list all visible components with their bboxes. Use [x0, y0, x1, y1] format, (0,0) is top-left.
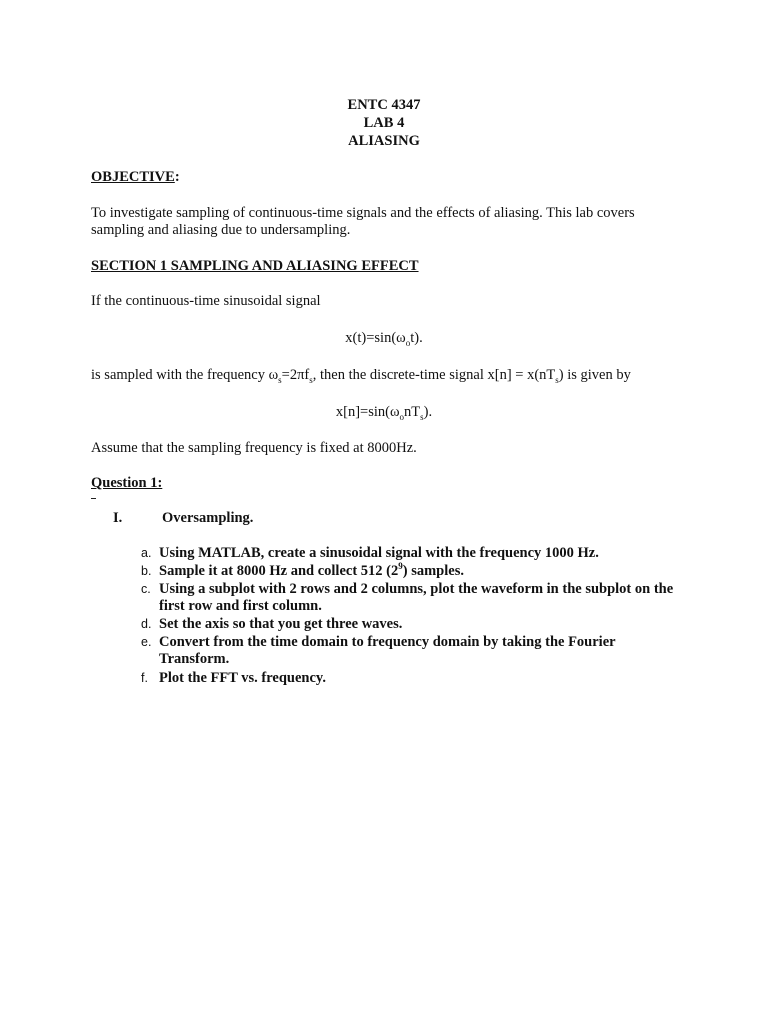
lab-title: ALIASING: [348, 133, 420, 149]
eq2-mid: nT: [404, 404, 421, 420]
part-title: Oversampling.: [162, 510, 254, 526]
item-b-exponent: 9: [398, 561, 403, 572]
list-item-text: [159, 563, 679, 580]
list-item-text: Plot the FFT vs. frequency.: [159, 670, 327, 686]
eq1-sub: o: [405, 337, 411, 348]
sampling-sub2: s: [309, 374, 313, 385]
list-marker: c.: [141, 582, 151, 596]
list-marker: d.: [141, 617, 152, 631]
list-marker: e.: [141, 635, 152, 649]
list-item-text: Set the axis so that you get three waves.: [159, 616, 403, 632]
sampling-part2: =2πf: [281, 367, 310, 383]
objective-heading: [91, 169, 180, 186]
objective-text: To investigate sampling of continuous-time signals and the effects of aliasing. This lab covers sampling and aliasing due to undersampling.: [91, 205, 635, 238]
course-code: ENTC 4347: [347, 97, 421, 113]
question-1-heading: Question 1:: [91, 475, 163, 491]
sampling-part1: is sampled with the frequency ω: [91, 367, 279, 383]
list-item-text: Using a subplot with 2 rows and 2 columns, plot the waveform in the subplot on the first row and first column.: [159, 581, 674, 614]
section-1-intro: If the continuous-time sinusoidal signal: [91, 293, 321, 309]
list-item-text: Using MATLAB, create a sinusoidal signal with the frequency 1000 Hz.: [159, 545, 599, 561]
part-numeral: I.: [113, 510, 123, 526]
list-marker: b.: [141, 564, 152, 578]
eq2-prefix: x[n]=sin(ω: [335, 404, 400, 420]
item-b-before: Sample it at 8000 Hz and collect 512 (2: [159, 563, 399, 579]
equation-discrete-signal: [0, 404, 768, 421]
list-marker: a.: [141, 546, 152, 560]
eq2-sub1: o: [399, 411, 405, 422]
sampling-statement: [91, 367, 631, 384]
lab-number: LAB 4: [363, 115, 405, 131]
list-marker: f.: [141, 671, 148, 685]
sampling-part3: , then the discrete-time signal x[n] = x(nT: [312, 367, 556, 383]
sampling-sub3: s: [555, 374, 559, 385]
list-item-text: Convert from the time domain to frequency domain by taking the Fourier Transform.: [159, 634, 616, 667]
sampling-part4: ) is given by: [558, 367, 631, 383]
objective-heading-text: OBJECTIVE: [91, 169, 175, 185]
eq2-suffix: ).: [423, 404, 433, 420]
objective-heading-colon: :: [174, 169, 180, 185]
eq2-sub2: s: [420, 411, 424, 422]
sampling-assumption: Assume that the sampling frequency is fixed at 8000Hz.: [91, 440, 417, 456]
stray-dash-mark: [91, 498, 96, 499]
section-1-heading: SECTION 1 SAMPLING AND ALIASING EFFECT: [91, 258, 419, 274]
eq1-prefix: x(t)=sin(ω: [345, 330, 406, 346]
sampling-sub1: s: [278, 374, 282, 385]
item-b-after: ) samples.: [402, 563, 464, 579]
equation-continuous-signal: [0, 330, 768, 347]
eq1-suffix: t).: [410, 330, 423, 346]
